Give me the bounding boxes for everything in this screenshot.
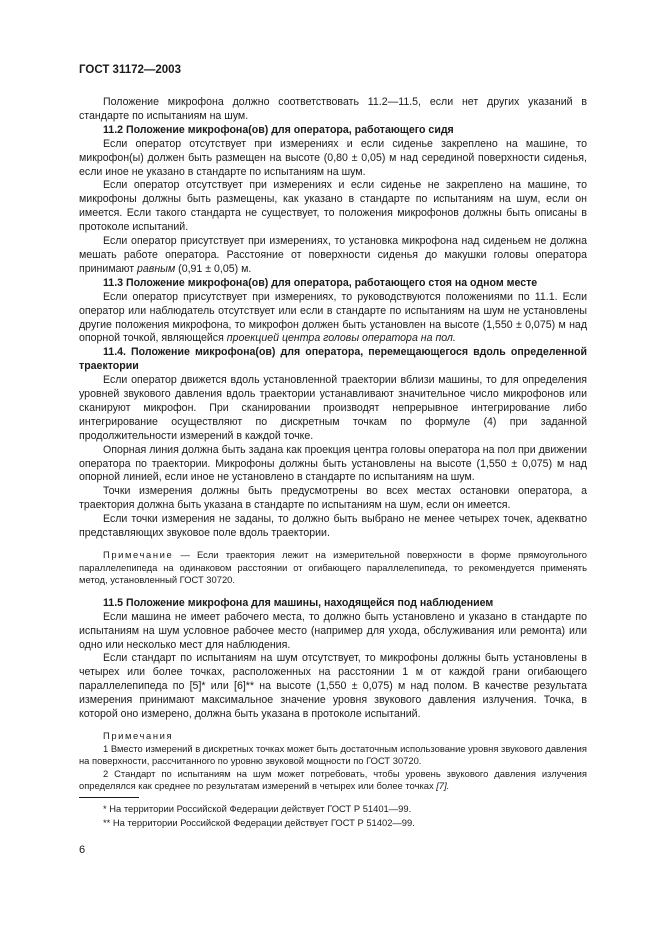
note-label: Примечание [103, 549, 174, 560]
paragraph [79, 235, 587, 277]
emphasis-text: проекцией центра головы оператора на пол. [226, 332, 456, 345]
document-body [79, 96, 587, 793]
footnote-divider [79, 797, 139, 798]
note-text: — Если траектория лежит на измерительной поверхности в форме прямоугольного параллелепипеда на одинаковом расстоянии от огибающего параллелепипеда, то рекомендуется применять метод, установленный ГОСТ 30720. [79, 549, 587, 586]
section-heading-11-3: 11.3 Положение микрофона(ов) для оператора, работающего стоя на одном месте [103, 276, 538, 289]
section-heading-11-5: 11.5 Положение микрофона для машины, находящейся под наблюдением [103, 596, 494, 609]
paragraph: Если стандарт по испытаниям на шум отсутствует, то микрофоны должны быть установлены в четырех или более точках, расположенных на расстоянии 1 м от каждой грани огибающего параллелепипеда по [5]* или [6]** на высоте (1,550 ± 0,075) м над полом. В качестве результата измерения принимают максимальное значение уровня звукового давления излучения. Точка, в которой оно измерено, должна быть указана в протоколе испытаний. [79, 652, 587, 721]
paragraph: Положение микрофона должно соответствовать 11.2—11.5, если нет других указаний в стандарте по испытаниям на шум. [79, 96, 587, 122]
section-heading-11-4: 11.4. Положение микрофона(ов) для оператора, перемещающегося вдоль определенной траектории [79, 346, 587, 373]
document-header: ГОСТ 31172—2003 [79, 64, 181, 76]
footnote: ** На территории Российской Федерации действует ГОСТ Р 51402—99. [103, 817, 415, 828]
paragraph: Если оператор отсутствует при измерениях и если сиденье закреплено на машине, то микрофон(ы) должен быть размещен на высоте (0,80 ± 0,05) м над серединой поверхности сиденья, если иное не указано в стандарте по испытаниям на шум. [79, 137, 587, 178]
note-item [79, 768, 587, 793]
reference-link: [7]. [436, 780, 450, 792]
text-run: Если оператор присутствует при измерениях, то установка микрофона над сиденьем не должна мешать работе оператора. Расстояние от поверхности сиденья до макушки головы оператора принимают [79, 235, 587, 275]
text-run: Если оператор присутствует при измерениях, то руководствуются положениями по 11.1. Если оператор или наблюдатель отсутствует или если в стандарте по испытаниям на шум не установлены другие положения микрофона, то микрофон должен быть установлен на высоте (1,550 ± 0,075) м над опорной точкой, являющейся [79, 290, 587, 345]
emphasis-text: равным [137, 262, 176, 275]
note [79, 549, 587, 587]
paragraph: Если машина не имеет рабочего места, то должно быть установлено и указано в стандарте по испытаниям на шум условное рабочее место (например для ухода, обслуживания или ремонта) или одно или несколько мест для наблюдения. [79, 610, 587, 651]
page-number: 6 [79, 844, 86, 856]
notes-heading [79, 730, 587, 743]
section-heading-11-2: 11.2 Положение микрофона(ов) для оператора, работающего сидя [103, 123, 454, 136]
paragraph: Если оператор отсутствует при измерениях и если сиденье не закреплено на машине, то микрофоны должны быть размещены, как указано в стандарте по испытаниям на шум, если он имеется. Если такого стандарта не существует, то положения микрофонов должны быть описаны в протоколе испытаний. [79, 179, 587, 234]
text-run: 2 Стандарт по испытаниям на шум может потребовать, чтобы уровень звукового давления излучения определялся как среднее по результатам измерений в четырех или более точках [79, 767, 587, 792]
note-item: 1 Вместо измерений в дискретных точках может быть достаточным использование уровня звукового давления на поверхности, рассчитанного по уровню звуковой мощности по ГОСТ 30720. [79, 742, 587, 767]
notes-label: Примечания [103, 729, 174, 741]
paragraph: Точки измерения должны быть предусмотрены во всех местах остановки оператора, а траектория должна быть указана в стандарте по испытаниям на шум, если он имеется. [79, 485, 587, 512]
footnote: * На территории Российской Федерации действует ГОСТ Р 51401—99. [103, 803, 412, 814]
paragraph: Если точки измерения не заданы, то должно быть выбрано не менее четырех точек, адекватно представляющих звуковое поле вдоль траектории. [79, 513, 587, 540]
paragraph: Если оператор движется вдоль установленной траектории вблизи машины, то для определения уровней звукового давления вдоль траектории устанавливают значительное число микрофонов или сканируют микрофон. При сканировании производят непрерывное интегрирование либо интегрирование осуществляют по дискретным точкам по формуле (4) при заданной продолжительности измерений в каждой точке. [79, 374, 587, 442]
paragraph [79, 291, 587, 347]
paragraph: Опорная линия должна быть задана как проекция центра головы оператора на пол при движении оператора по траектории. Микрофоны должны быть установлены на высоте (1,550 ± 0,075) м над опорной линией, если иное не установлено в стандарте по испытаниям на шум. [79, 443, 587, 484]
text-run: (0,91 ± 0,05) м. [178, 262, 252, 275]
